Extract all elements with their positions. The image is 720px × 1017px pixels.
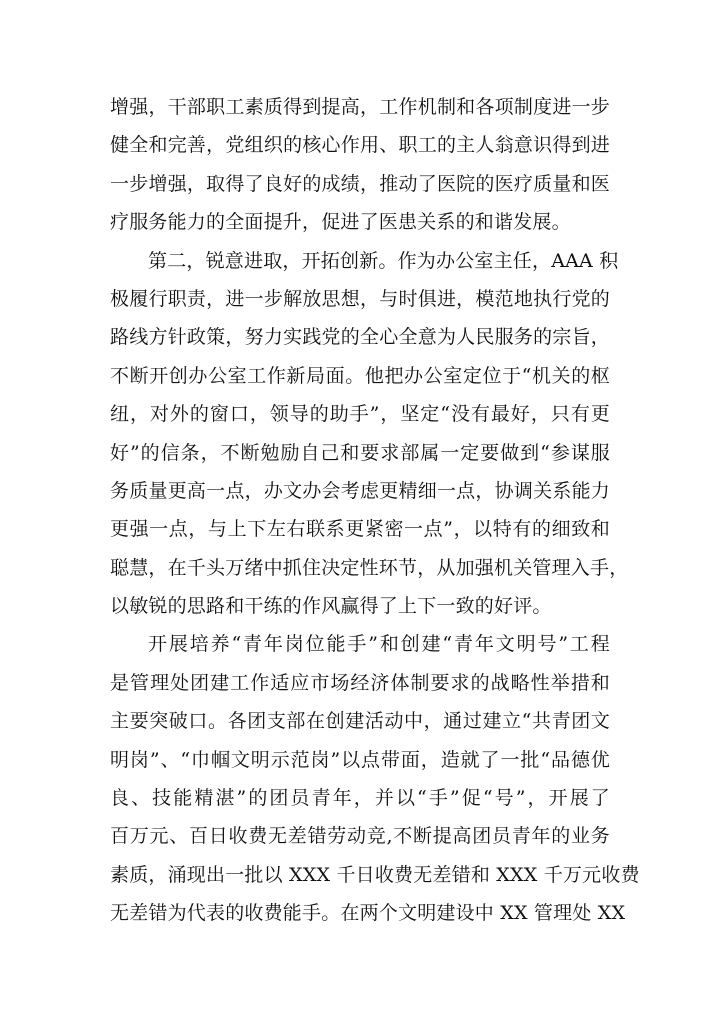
text-line: 增强，干部职工素质得到提高，工作机制和各项制度进一步 bbox=[110, 96, 610, 118]
text-line: 开展培养“青年岗位能手”和创建“青年文明号”工程 bbox=[148, 633, 610, 656]
text-line: 百万元、百日收费无差错劳动竞,不断提高团员青年的业务 bbox=[110, 825, 610, 848]
text-line: 是管理处团建工作适应市场经济体制要求的战略性举措和 bbox=[110, 671, 610, 694]
text-line: 一步增强，取得了良好的成绩，推动了医院的医疗质量和医 bbox=[110, 172, 610, 195]
text-line: 疗服务能力的全面提升，促进了医患关系的和谐发展。 bbox=[110, 211, 571, 234]
text-line: 主要突破口。各团支部在创建活动中，通过建立“共青团文 bbox=[110, 710, 610, 733]
text-line: 极履行职责，进一步解放思想，与时俱进，模范地执行党的 bbox=[110, 287, 610, 310]
text-line: 以敏锐的思路和干练的作风赢得了上下一致的好评。 bbox=[110, 595, 552, 618]
text-line: 素质，涌现出一批以 XXX 千日收费无差错和 XXX 千万元收费 bbox=[110, 863, 640, 886]
text-line: 聪慧，在千头万绪中抓住决定性环节，从加强机关管理入手， bbox=[110, 556, 629, 579]
text-line: 明岗”、“巾帼文明示范岗”以点带面，造就了一批“品德优 bbox=[110, 748, 610, 771]
text-line: 更强一点，与上下左右联系更紧密一点”，以特有的细致和 bbox=[110, 518, 610, 541]
text-line: 纽，对外的窗口，领导的助手”，坚定“没有最好，只有更 bbox=[110, 403, 610, 426]
text-line: 无差错为代表的收费能手。在两个文明建设中 XX 管理处 XX bbox=[110, 902, 626, 925]
text-line: 第二，锐意进取，开拓创新。作为办公室主任，AAA 积 bbox=[148, 249, 619, 272]
text-line: 健全和完善，党组织的核心作用、职工的主人翁意识得到进 bbox=[110, 134, 610, 157]
text-line: 不断开创办公室工作新局面。他把办公室定位于“机关的枢 bbox=[110, 364, 610, 387]
text-line: 路线方针政策，努力实践党的全心全意为人民服务的宗旨， bbox=[110, 326, 610, 349]
text-line: 务质量更高一点，办文办会考虑更精细一点，协调关系能力 bbox=[110, 479, 610, 502]
text-line: 良、技能精湛”的团员青年，并以“手”促“号”，开展了 bbox=[110, 787, 610, 810]
body-text bbox=[110, 88, 640, 933]
text-line: 好”的信条，不断勉励自己和要求部属一定要做到“参谋服 bbox=[110, 441, 610, 464]
